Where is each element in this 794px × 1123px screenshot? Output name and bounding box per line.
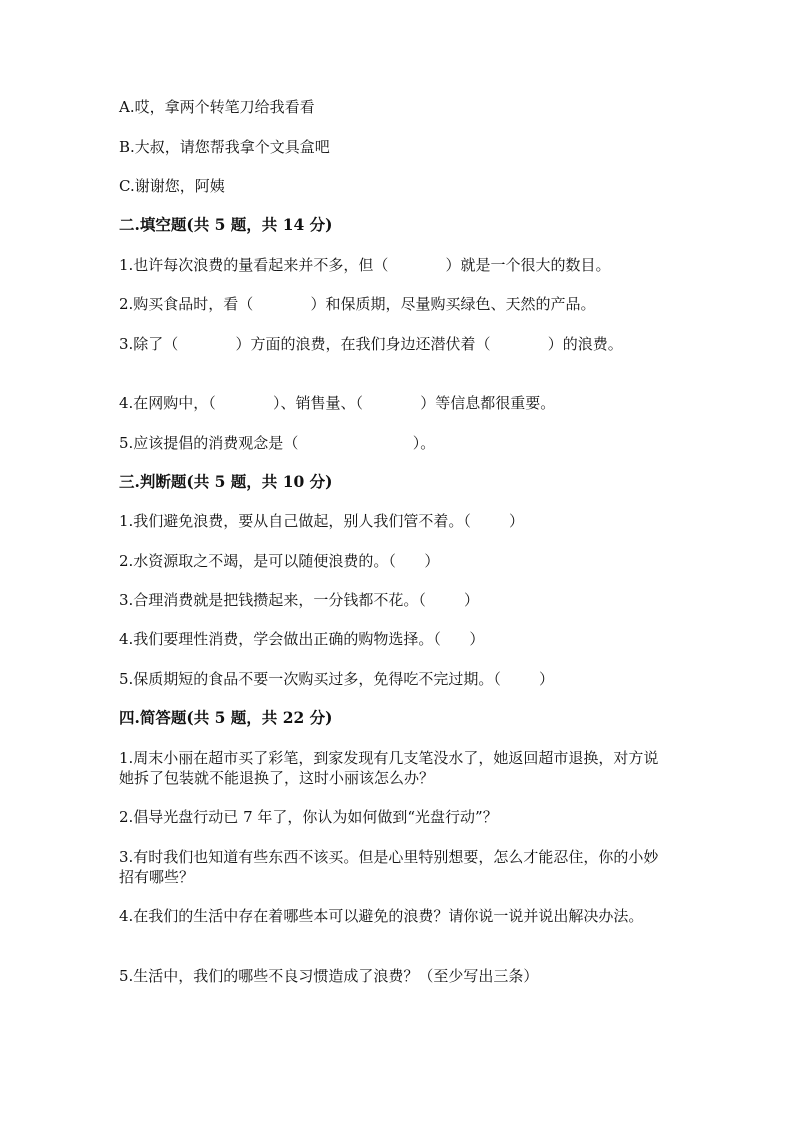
true-false-item: 1.我们避免浪费，要从自己做起，别人我们管不着。（ ） [119, 512, 524, 530]
short-answer-item: 5.生活中，我们的哪些不良习惯造成了浪费？（至少写出三条） [119, 967, 539, 985]
short-answer-item: 2.倡导光盘行动已 7 年了，你认为如何做到“光盘行动”？ [119, 808, 498, 826]
true-false-item: 5.保质期短的食品不要一次购买过多，免得吃不完过期。（ ） [119, 670, 554, 688]
fill-blank-item: 2.购买食品时，看（ ）和保质期，尽量购买绿色、天然的产品。 [119, 295, 596, 313]
fill-blank-item: 4.在网购中，（ ）、销售量、（ ）等信息都很重要。 [119, 394, 556, 412]
section-short-answer-heading: 四.简答题(共 5 题，共 22 分) [119, 708, 333, 727]
choice-a: A.哎，拿两个转笔刀给我看看 [119, 98, 315, 116]
choice-b: B.大叔，请您帮我拿个文具盒吧 [119, 138, 330, 156]
section-true-false-heading: 三.判断题(共 5 题，共 10 分) [119, 472, 333, 491]
true-false-item: 4.我们要理性消费，学会做出正确的购物选择。（ ） [119, 630, 485, 648]
choice-c: C.谢谢您，阿姨 [119, 177, 225, 195]
section-fill-blank-heading: 二.填空题(共 5 题，共 14 分) [119, 215, 333, 234]
true-false-item: 2.水资源取之不竭，是可以随便浪费的。（ ） [119, 552, 440, 570]
true-false-item: 3.合理消费就是把钱攒起来，一分钱都不花。（ ） [119, 591, 479, 609]
short-answer-item: 4.在我们的生活中存在着哪些本可以避免的浪费？请你说一说并说出解决办法。 [119, 907, 644, 925]
short-answer-item: 1.周末小丽在超市买了彩笔，到家发现有几支笔没水了，她返回超市退换，对方说她拆了包装就不能退换了，这时小丽该怎么办？ [119, 749, 659, 787]
short-answer-item: 3.有时我们也知道有些东西不该买。但是心里特别想要，怎么才能忍住，你的小妙招有哪些？ [119, 848, 659, 886]
fill-blank-item: 1.也许每次浪费的量看起来并不多，但（ ）就是一个很大的数目。 [119, 256, 611, 274]
fill-blank-item: 3.除了（ ）方面的浪费，在我们身边还潜伏着（ ）的浪费。 [119, 335, 623, 353]
fill-blank-item: 5.应该提倡的消费观念是（ ）。 [119, 434, 436, 452]
